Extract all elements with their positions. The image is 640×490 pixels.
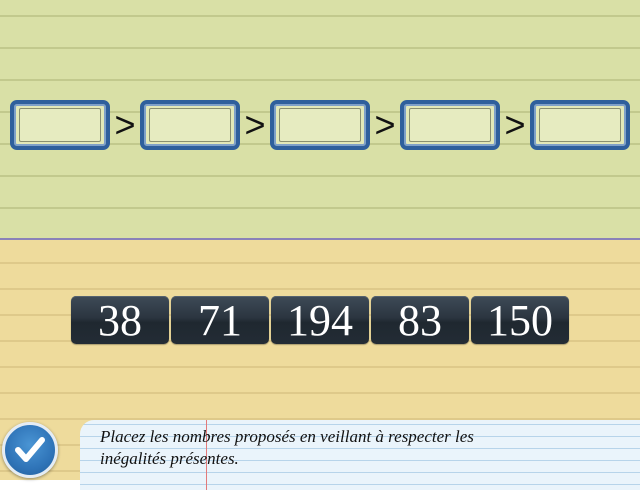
instructions-line-2: inégalités présentes. — [100, 449, 239, 468]
number-tile-5[interactable]: 150 — [471, 296, 569, 344]
number-tile-1[interactable]: 38 — [71, 296, 169, 344]
answer-slot-inner — [149, 108, 231, 142]
number-tile-4[interactable]: 83 — [371, 296, 469, 344]
number-tile-3[interactable]: 194 — [271, 296, 369, 344]
instructions-text — [100, 426, 620, 470]
greater-than-sign-1: > — [114, 104, 136, 145]
answer-slot-inner — [539, 108, 621, 142]
answer-slot-2[interactable] — [140, 100, 240, 150]
answer-slot-1[interactable] — [10, 100, 110, 150]
greater-than-sign-4: > — [504, 104, 526, 145]
answer-slot-inner — [279, 108, 361, 142]
answer-slot-inner — [19, 108, 101, 142]
answer-slot-3[interactable] — [270, 100, 370, 150]
answer-slot-4[interactable] — [400, 100, 500, 150]
answer-slot-5[interactable] — [530, 100, 630, 150]
greater-than-sign-3: > — [374, 104, 396, 145]
number-tile-2[interactable]: 71 — [171, 296, 269, 344]
validate-button[interactable] — [2, 422, 58, 478]
answer-slot-inner — [409, 108, 491, 142]
checkmark-icon — [11, 431, 49, 469]
greater-than-sign-2: > — [244, 104, 266, 145]
instructions-line-1: Placez les nombres proposés en veillant à respecter les — [100, 427, 474, 446]
